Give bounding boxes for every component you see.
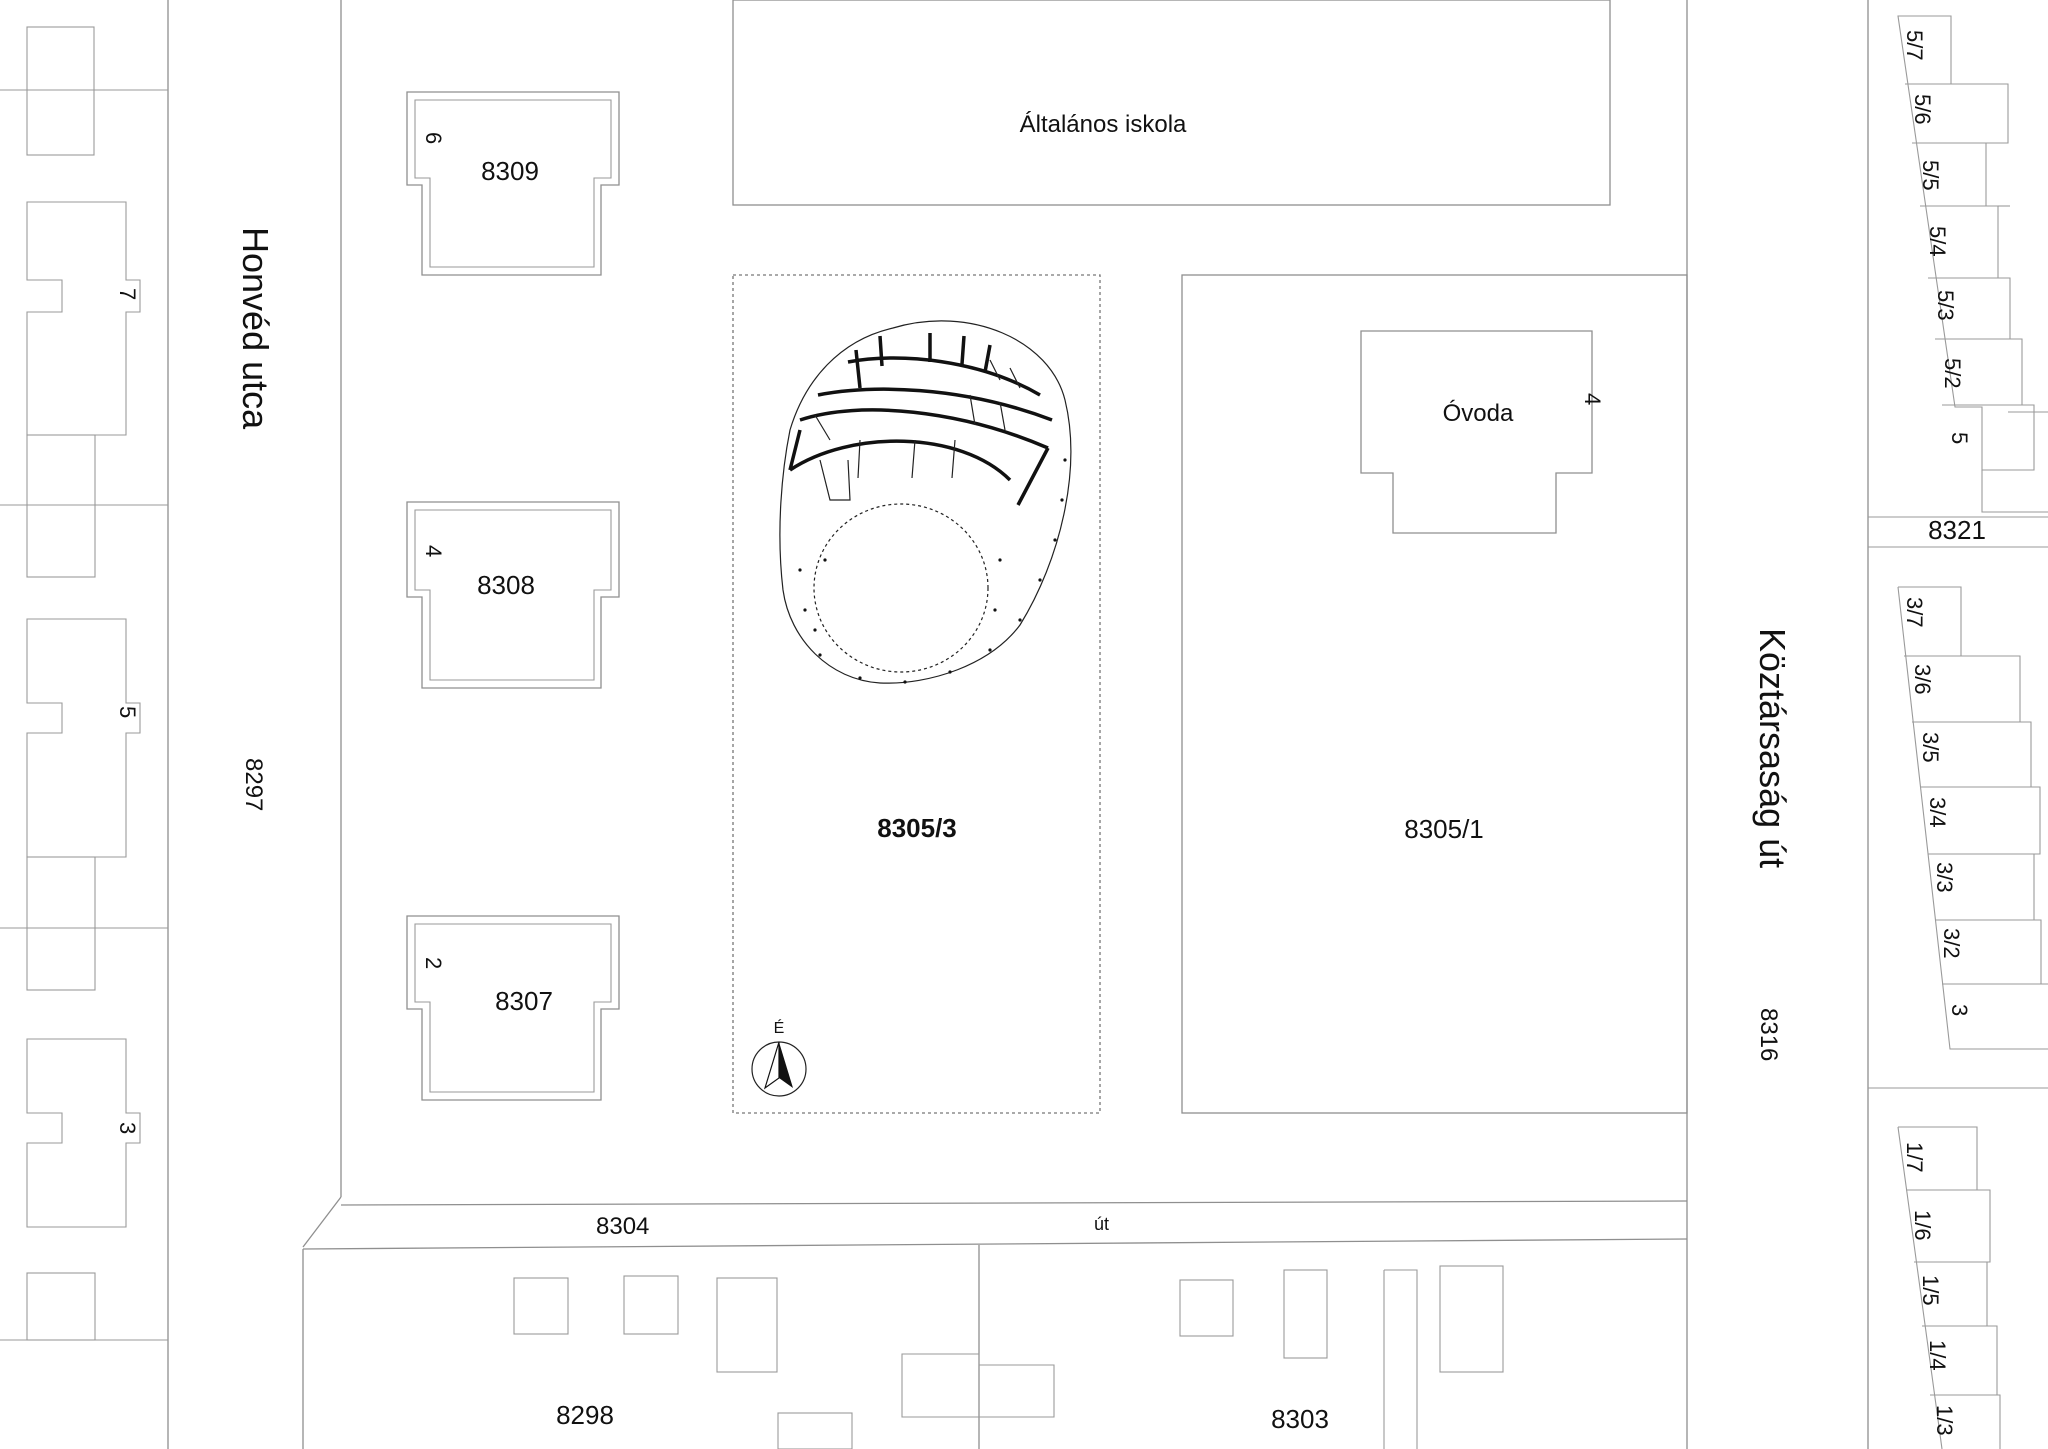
parcel-8298: 8298	[556, 1400, 614, 1430]
parcel-8321: 8321	[1928, 515, 1986, 545]
school-label: Általános iskola	[1019, 111, 1187, 138]
house-number-r5-3: 5/3	[1933, 290, 1958, 321]
house-number-r5-4: 5/4	[1925, 226, 1950, 257]
houses-bottom	[514, 1266, 1503, 1449]
house-number-r1-7: 1/7	[1902, 1142, 1927, 1173]
parcel-8316: 8316	[1755, 1008, 1782, 1062]
north-label: É	[773, 1020, 785, 1037]
house-number-left-3: 3	[115, 1122, 140, 1135]
house-number-r1-3: 1/3	[1932, 1405, 1957, 1436]
kindergarten-house-number: 4	[1580, 393, 1605, 406]
parcel-8297: 8297	[240, 758, 267, 812]
house-number-r5-7: 5/7	[1902, 30, 1927, 61]
parcel-8305-3: 8305/3	[877, 813, 957, 843]
parcel-8305-3-outline	[733, 275, 1100, 1113]
house-number-left-5: 5	[115, 706, 140, 719]
house-number-r5-5: 5/5	[1918, 160, 1943, 191]
house-number-r5-2: 5/2	[1940, 358, 1965, 389]
north-arrow	[752, 1018, 806, 1096]
street-label-honved: Honvéd utca	[235, 227, 276, 430]
new-building-plan	[780, 321, 1071, 684]
parcel-8308: 8308	[477, 570, 535, 600]
house-number-r1-6: 1/6	[1910, 1210, 1935, 1241]
parcel-8309: 8309	[481, 156, 539, 186]
house-number-r3-5: 3/5	[1918, 732, 1943, 763]
kindergarten-building	[1361, 331, 1592, 533]
houses-right-1	[1898, 1127, 2000, 1449]
street-label-8304: 8304	[596, 1213, 650, 1240]
house-number-mid-4: 4	[421, 545, 446, 558]
houses-right-5	[1898, 16, 2048, 512]
school-block	[733, 0, 1610, 205]
parcel-8303: 8303	[1271, 1404, 1329, 1434]
house-number-r3-2: 3/2	[1939, 928, 1964, 959]
house-number-r5-6: 5/6	[1910, 94, 1935, 125]
street-label-koztarsasag: Köztársaság út	[1752, 628, 1793, 869]
house-number-r3-1: 3	[1947, 1004, 1972, 1017]
parcel-8305-1: 8305/1	[1404, 814, 1484, 844]
house-number-r3-7: 3/7	[1902, 597, 1927, 628]
houses-left	[27, 27, 140, 1340]
houses-right-3	[1898, 587, 2048, 1049]
house-number-r1-4: 1/4	[1925, 1340, 1950, 1371]
parcel-8305-1-outline	[1182, 275, 1687, 1113]
street-label-ut: út	[1094, 1214, 1110, 1234]
house-number-mid-6: 6	[421, 132, 446, 145]
house-number-r1-5: 1/5	[1918, 1275, 1943, 1306]
kindergarten-label: Óvoda	[1442, 400, 1514, 427]
house-number-r3-4: 3/4	[1925, 797, 1950, 828]
house-number-mid-2: 2	[421, 957, 446, 970]
parcel-8307: 8307	[495, 986, 553, 1016]
house-number-r3-3: 3/3	[1932, 862, 1957, 893]
house-number-r3-6: 3/6	[1910, 664, 1935, 695]
house-number-r5-1: 5	[1947, 432, 1972, 445]
house-number-left-7: 7	[115, 288, 140, 301]
